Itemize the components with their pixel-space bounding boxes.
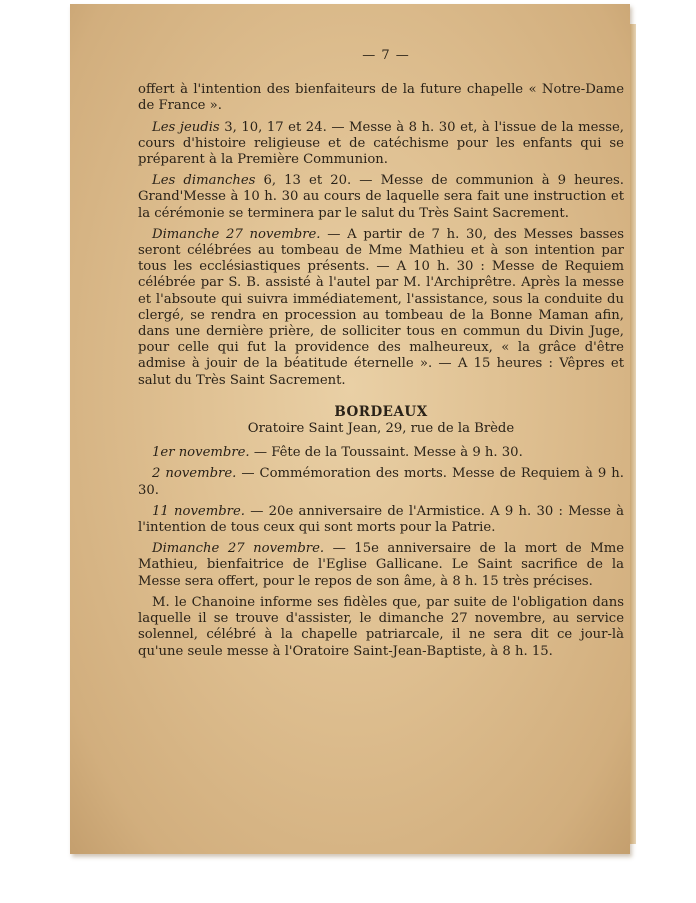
paragraph-lead: Les dimanches: [152, 173, 256, 189]
paragraph-morts: [138, 466, 624, 498]
paragraph-body: — 20e anniversaire de l'Armistice. A 9 h. 30 : Messe à l'intention de tous ceux qui sont morts pour la Patrie.: [138, 503, 624, 536]
paragraph-lead: Dimanche 27 novembre.: [152, 226, 321, 242]
section-title: BORDEAUX: [334, 403, 428, 420]
paragraph-dimanche-27: [138, 227, 624, 389]
paragraph-toussaint: [138, 445, 624, 461]
paragraph-body: 6, 13 et 20. — Messe de communion à 9 heures. Grand'Messe à 10 h. 30 au cours de laquelle sera fait une instruction et la cérémonie se terminera par le salut du Très Saint Sacrement.: [138, 173, 625, 221]
paragraph-body: — 15e anniversaire de la mort de Mme Mathieu, bienfaitrice de l'Eglise Gallicane. Le Saint sacrifice de la Messe sera offert, pour le repos de son âme, à 8 h. 15 très précises.: [138, 541, 625, 589]
paragraph-lead: Dimanche 27 novembre.: [152, 541, 325, 557]
paragraph-intro: offert à l'intention des bienfaiteurs de la future chapelle « Notre-Dame de France ».: [138, 82, 624, 114]
page-number: — 7 —: [362, 48, 410, 63]
section-subtitle: Oratoire Saint Jean, 29, rue de la Brède: [247, 421, 515, 437]
paragraph-body: — A partir de 7 h. 30, des Messes basses seront célébrées au tombeau de Mme Mathieu et à son intention par tous les ecclésiastiques présents. — A 10 h. 30 : Messe de Requiem célébrée par S. B. assisté à l'autel par M. l'Archiprêtre. Après la messe et l'absoute qui suivra immédiatement, l'assistance, sous la conduite du clergé, se rendra en procession au tombeau de la Bonne Maman afin, dans une dernière prière, de solliciter tous en commun du Divin Juge, pour celle qui fut la providence des malheureux, « la grâce d'être admise à jouir de la béatitude éternelle ». — A 15 heures : Vêpres et salut du Très Saint Sacrement.: [138, 226, 624, 388]
paragraph-body: 3, 10, 17 et 24. — Messe à 8 h. 30 et, à l'issue de la messe, cours d'histoire religieuse et de catéchisme pour les enfants qui se préparent à la Première Communion.: [138, 119, 624, 168]
paragraph-chanoine: [138, 595, 624, 660]
paragraph-lead: 1er novembre.: [152, 445, 250, 461]
page-text-body: [138, 48, 624, 665]
paragraph-lead: 2 novembre.: [152, 466, 237, 482]
paragraph-body: — Commémoration des morts. Messe de Requiem à 9 h. 30.: [138, 466, 624, 498]
paragraph-dimanches: [138, 173, 624, 222]
paragraph-armistice: [138, 504, 624, 536]
paragraph-lead: Les jeudis: [152, 119, 220, 135]
paragraph-lead: 11 novembre.: [152, 503, 245, 519]
paper-sheet: [70, 4, 630, 854]
paragraph-body: — Fête de la Toussaint. Messe à 9 h. 30.: [249, 445, 523, 461]
paragraph-body: M. le Chanoine informe ses fidèles que, par suite de l'obligation dans laquelle il se trouve d'assister, le dimanche 27 novembre, au service solennel, célébré à la chapelle patriarcale, il ne sera dit ce jour-là qu'une seule messe à l'Oratoire Saint-Jean-Baptiste, à 8 h. 15.: [138, 594, 624, 659]
paragraph-jeudis: [138, 120, 624, 169]
paragraph-anniversaire: [138, 541, 624, 590]
